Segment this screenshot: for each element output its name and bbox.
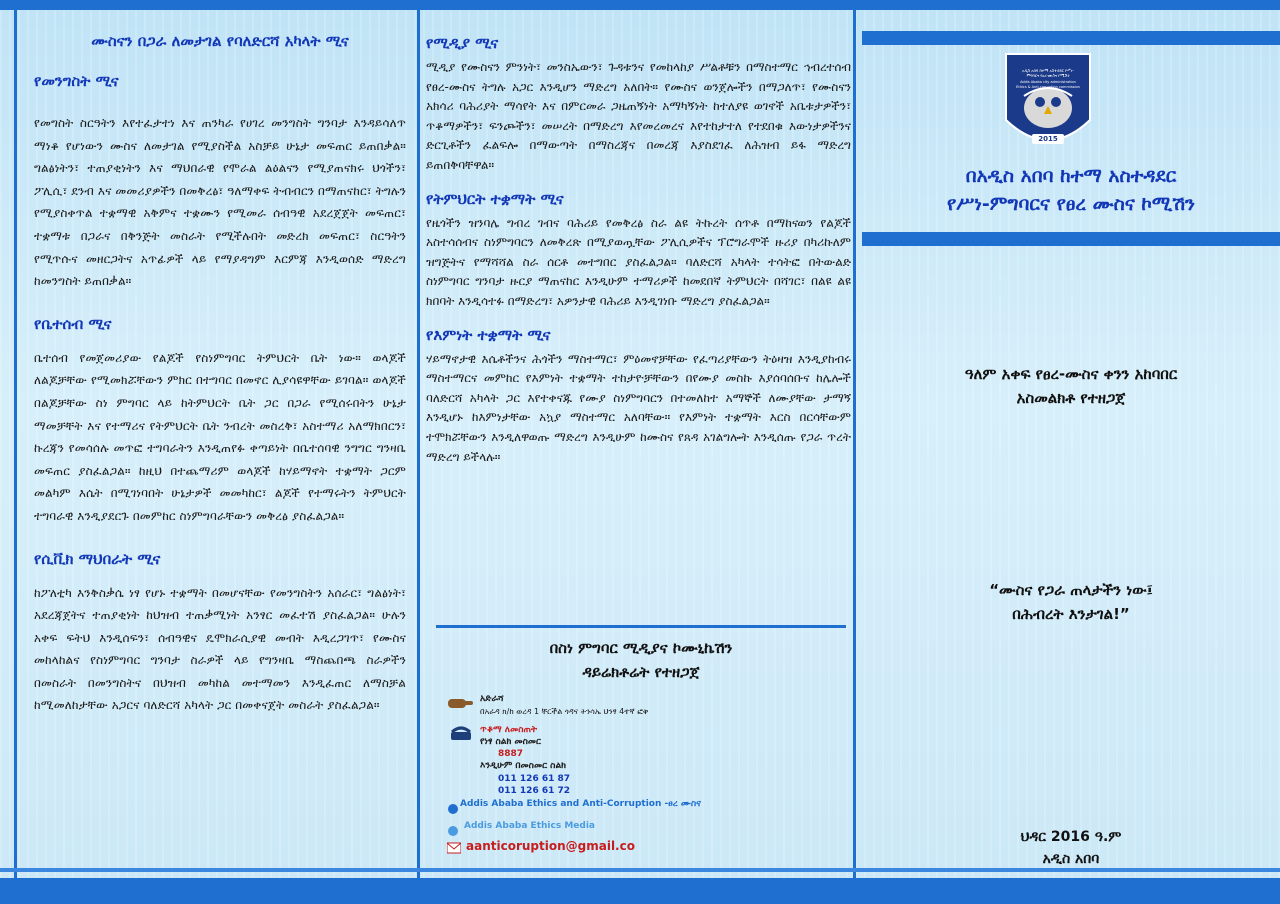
section-title-family: የቤተሰብ ሚና <box>34 314 112 333</box>
cover-top-bar <box>862 31 1280 45</box>
cover-subtitle-line1: ዓለም አቀፍ የፀረ-ሙስና ቀንን አከባበር <box>964 365 1178 383</box>
telephone-icon <box>450 725 472 745</box>
email-link[interactable]: aanticoruption@gmail.co <box>466 839 635 853</box>
cover-place-text: አዲስ አበባ <box>1042 851 1100 867</box>
section-body-government: የመግስት ስርዓትን እየተፈታተነ እና ጠንካራ የሀገረ መንግስት ግንባታ እንዳይሳለጥ ማነቆ የሆነውን ሙስና ለመታገል የሚያስችል አስቻይ ሁኔታ መፍጠር ይጠበቃል። ግልፅነትን፣ ተጠያቂነትን እና ማህበራዊ የሞራል ልዕልናን የሚያጠናክሩ ህጎችን፣ ፖሊሲ፣ ደንብ እና መመሪያዎችን በመቅረፅ፣ ዓለማቀፍ ትብብርን በማጠናከር፣ ትግሉን የሚያስቀጥል ተቋማዊ አቅምና ተቋሙን የሚመራ ሰብዓዊ አደረጀጀት መፍጠር፣ ተቋማቱ በጋራና በቅንጅት መስራት የሚችሉበት መድረክ መፍጠር፣ ስርዓትን የሚጥሱና መዘርጋትና አጥፊዎች ላይ የማያዳግም እርምጃ እንዲወሰድ ማድረግ ከመንግስት ይጠበቃል። <box>34 116 406 289</box>
contact-heading-line2: ዳይሬክቶሬት የተዘጋጀ <box>582 663 700 681</box>
logo-text-english: Addis Ababa city administration Ethics & Anti-corruption commission <box>1016 80 1080 89</box>
landline-label: እንዲሁም በመስመር ስልክ <box>480 761 567 771</box>
section-body-civic: ከፖለቲካ እንቅስቃሴ ነፃ የሆኑ ተቋማት በመሆናቸው የመንግስትን አሰራር፣ ግልፅነት፣ አደረጃጀትና ተጠያቂነት ከህዝብ ተጠቃሚነት አንፃር መፈተሽ ያስፈልጋል። ሁሉን አቀፍ ፍትህ እንዲሰፍን፣ ሰብዓዊና ዴሞክራሲያዊ መብት እዲረጋገጥ፣ የሙስና መከላከልና የስነምግባር ግንባታ ስራዎች ላይ የግንዛቤ ማስጨበጫ ስራዎችን በመስራት በመንግስትና በህዝብ መካከል መተማመን እንዲፈጠር ለማስቻል ከሚመለከታቸው አጋርና ባለድርሻ አካላት ጋር በመቀናጀት መስራት ያስፈልጋል። <box>34 585 406 713</box>
column-stakeholders <box>34 18 406 739</box>
column-heading: ሙስናን በጋራ ለመታገል የባለድርሻ አካላት ሚና <box>91 32 349 50</box>
column-divider-1 <box>417 0 420 878</box>
contact-heading <box>436 625 846 684</box>
section-title-government: የመንግስት ሚና <box>34 72 119 90</box>
telegram-icon <box>448 821 458 840</box>
section-body-family: ቤተሰብ የመጀመሪያው የልጆች የስነምግባር ትምህርት ቤት ነው። ወላጆች ለልጆቻቸው የሚመክሯቸውን ምክር በተግባር በመኖር ሊያሳዩዋቸው ይገባል። ወላጆች በልጆቻቸው ስነ ምግባር ላይ ከትምህርት ቤት ጋር በጋራ የሚሰሩበትን ሁኔታ ማመቻቸት እና የተማሪና የትምህርት ቤት ንብረት መስረቅ፣ አስተማሪ አለማክበርን፣ ኩረጃን የመሳሰሉ መጥፎ ተግባራትን እንዲጠየፉ ቀጣይነት በቤተሰባዊ ንግግር ግንዛቤ መፍጠር ያስፈልጋል። ከዚህ በተጨማሪም ወላጆች ከሃይማኖት ተቋማት ጋርም መልካም እሴት በሚገነባበት ሁኔታዎች መመካከር፣ ልጆች የተማሩትን ትምህርት ተግባራዊ እንዲያደርጉ በመምከር ስነምግባራቸውን መቅረፅ ያስፈልጋል። <box>34 350 407 523</box>
bottom-band <box>0 878 1280 904</box>
column-roles <box>426 18 851 481</box>
cover-date-text: ህዳር 2016 ዓ.ም <box>1020 829 1122 845</box>
cover-date <box>862 826 1280 870</box>
contact-heading-line1: በስነ ምግባር ሚዲያና ኮሙኒኬሽን <box>549 639 733 657</box>
cover-quote-line2: በሕብረት እንታገል!” <box>1012 605 1130 623</box>
email-icon <box>447 839 461 858</box>
pointing-hand-icon <box>446 695 474 715</box>
section-title-religion: የእምነት ተቋማት ሚና <box>426 325 551 344</box>
cover-subtitle-line2: አስመልክቶ የተዘጋጀ <box>1016 389 1126 407</box>
telegram-link[interactable]: Addis Ababa Ethics Media <box>464 821 595 831</box>
section-body-media: ሚዲያ የሙስናን ምንነት፣ መንስኤውን፣ ጉዳቱንና የመከላከያ ሥልቶቹን በማስተማር ኅብረተሰብ የፀረ-ሙስና ትግሉ አጋር እንዲሆን ማድረግ አለበት። የሙስና ወንጀሎችን በማጋለጥ፣ የሙስናን አክሳሪ ባሕሪያት ማሳየት እና በምርመራ ጋዜጠኝነት አማካኝነት ከተለያዩ ወገኖች አቤቱታዎችን፣ ጥቆማዎችን፣ ፍንጮችን፣ መሠረት በማድረግ እየመረመረና እየተከታተለ የተደበቁ እውነታዎችንና ድርጊቶችን ፈልፍሎ በማውጣት በማስረጃና በመረጃ እያስደገፈ ለሕዝብ ይፋ ማድረግ ይጠበቅባቸዋል። <box>426 60 851 172</box>
section-title-media: የሚዲያ ሚና <box>426 34 499 52</box>
cover-title-line2: የሥነ-ምግባርና የፀረ ሙስና ኮሚሽን <box>947 193 1195 215</box>
logo-text-amharic: አዲስ አበባ ከተማ አስተዳደር የሥነ-ምግባርና የፀረ-ሙስና ኮሚሽን <box>1022 68 1074 78</box>
cover-subtitle <box>862 362 1280 410</box>
phone-2: 011 126 61 72 <box>498 786 571 796</box>
cover-panel <box>862 0 1280 867</box>
phone-1: 011 126 61 87 <box>498 774 571 784</box>
cover-title-line1: በአዲስ አበባ ከተማ አስተዳደር <box>965 165 1177 187</box>
section-title-civic: የሲቪክ ማህበራት ሚና <box>34 549 161 568</box>
commission-logo <box>1002 50 1094 156</box>
address-label: አድራሻ <box>480 694 504 704</box>
tip-number: 8887 <box>498 749 524 759</box>
facebook-icon <box>448 799 458 818</box>
cover-title <box>862 162 1280 218</box>
tip-label: ጥቆማ ለመስጠት <box>480 725 538 735</box>
contact-box <box>436 625 846 835</box>
tip-line-label: የነፃ ስልክ መስመር <box>480 737 542 747</box>
cover-mid-bar <box>862 232 1280 246</box>
logo-year: 2015 <box>1038 135 1058 143</box>
section-title-education: የትምህርት ተቋማት ሚና <box>426 189 564 208</box>
column-divider-2 <box>853 0 856 878</box>
address-text: በአራዳ ክ/ከ ወረዳ 1 ቸርችል ጎዳና ትንሳኤ ህንፃ 4ተኛ ፎቅ <box>480 707 649 716</box>
cover-quote-line1: “ሙስና የጋራ ጠላታችን ነው፤ <box>989 581 1153 599</box>
cover-quote <box>862 578 1280 626</box>
facebook-link[interactable]: Addis Ababa Ethics and Anti-Corruption -ፀረ ሙስና <box>460 799 701 809</box>
left-border-line <box>14 0 17 878</box>
section-body-religion: ሃይማኖታዊ እሴቶችንና ሕጎችን ማስተማር፣ ምዕመኖቻቸው የፈጣሪያቸውን ትዕዛዝ እንዲያከብሩ ማስተማርና መምከር የእምነት ተቋማት ተከታዮቻቸውን በየሙያ መስኩ እያሰባሰቡና ከሌሎች ባለድርሻ አካላት ጋር እየተቀናጁ የሙያ ስነምግባርን በተመለከተ አማኞች ለሙያቸው ታማኝ እንዲሆኑ ከእምነታቸው አኳያ ማስተማር አለባቸው። የእምነት ተቋማት እርስ በርሳቸውም ተሞክሯቸውን እንዲለዋወጡ ማድረግ እንዲሁም ከሙስና የጸዳ አገልግሎት እንዲሰጡ የጋራ ጥረት ማድረግ ይችላሉ። <box>426 351 851 464</box>
section-body-education: የዜጎችን ዝንባሌ ግብረ ገብና ባሕሪይ የመቅረፅ ስራ ልዩ ትኩረት ሰጥቶ በማከናወን የልጆች አስተሳሰብና ስነምግባርን ለመቅረጽ በሚያወጧቸው ፖሊሲዎችና ፕሮግራሞች ዙሪያ በካሪኩለም ዝግጅትና የማሻሻል ስራ ሰርቶ መተግበር ያስፈልጋል። ባለድርሻ አካላት ተሳትፎ በትውልድ ስነምግባር ግንባታ ዙርያ ማጠናከር እንዲሁም ተማሪዎች ከመደበኛ ትምህርት በሻገር፣ በልዩ ልዩ ክበባት እንዲሳተፉ በማድረግ፣ አዎንታዊ ባሕሪይ እንዲገነቡ ማድረግ ያስፈልጋል። <box>426 215 851 308</box>
